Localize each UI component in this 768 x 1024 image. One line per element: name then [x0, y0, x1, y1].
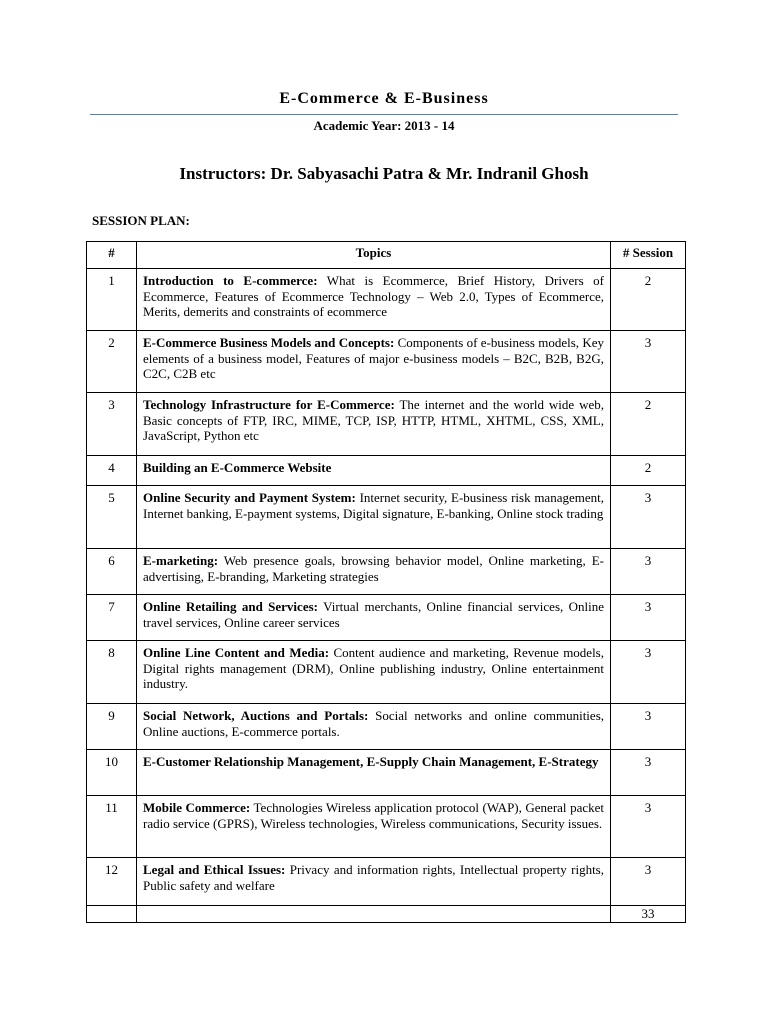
topic-heading: Technology Infrastructure for E-Commerce:	[143, 397, 395, 412]
table-row	[87, 704, 686, 750]
row-number: 11	[87, 796, 137, 858]
row-session-count: 3	[611, 796, 686, 858]
row-session-count: 3	[611, 858, 686, 906]
row-topic	[137, 269, 611, 331]
table-row	[87, 750, 686, 796]
topic-heading: Social Network, Auctions and Portals:	[143, 708, 369, 723]
table-row	[87, 549, 686, 595]
topic-heading: Online Security and Payment System:	[143, 490, 356, 505]
topic-heading: Building an E-Commerce Website	[143, 460, 332, 475]
row-session-count: 3	[611, 549, 686, 595]
row-topic	[137, 704, 611, 750]
row-number: 2	[87, 331, 137, 393]
row-number: 6	[87, 549, 137, 595]
header-number: #	[87, 242, 137, 269]
total-row	[87, 906, 686, 923]
session-plan-table	[86, 241, 686, 923]
row-session-count: 2	[611, 456, 686, 486]
topic-description: Web presence goals, browsing behavior model, Online marketing, E-advertising, E-branding, Marketing strategies	[143, 553, 604, 584]
table-row	[87, 456, 686, 486]
row-topic	[137, 796, 611, 858]
topic-description: Privacy and information rights, Intellectual property rights, Public safety and welfare	[143, 862, 604, 893]
total-topic-cell	[137, 906, 611, 923]
row-number: 7	[87, 595, 137, 641]
academic-year: Academic Year: 2013 - 14	[313, 118, 455, 133]
header-topics: Topics	[137, 242, 611, 269]
topic-description: Components of e-business models, Key elements of a business model, Features of major e-business models – B2C, B2B, B2G, C2C, C2B etc	[143, 335, 605, 381]
topic-heading: E-marketing:	[143, 553, 219, 568]
topic-heading: E-Customer Relationship Management, E-Supply Chain Management, E-Strategy	[143, 754, 599, 769]
table-row	[87, 796, 686, 858]
row-session-count: 2	[611, 269, 686, 331]
page-title: E-Commerce & E-Business	[279, 90, 489, 107]
row-session-count: 3	[611, 486, 686, 549]
topic-heading: Online Retailing and Services:	[143, 599, 318, 614]
row-topic	[137, 331, 611, 393]
table-row	[87, 858, 686, 906]
title-divider	[90, 114, 678, 115]
topic-heading: E-Commerce Business Models and Concepts:	[143, 335, 395, 350]
table-row	[87, 331, 686, 393]
topic-description: Internet security, E-business risk management, Internet banking, E-payment systems, Digital signature, E-banking, Online stock trading	[143, 490, 604, 521]
table-row	[87, 641, 686, 704]
table-row	[87, 393, 686, 456]
row-topic	[137, 750, 611, 796]
total-session-count: 33	[611, 906, 686, 923]
row-session-count: 3	[611, 704, 686, 750]
row-session-count: 3	[611, 750, 686, 796]
total-number-cell	[87, 906, 137, 923]
row-session-count: 3	[611, 595, 686, 641]
row-topic	[137, 641, 611, 704]
row-number: 4	[87, 456, 137, 486]
row-topic	[137, 549, 611, 595]
header-session-count: # Session	[611, 242, 686, 269]
table-row	[87, 595, 686, 641]
table-row	[87, 269, 686, 331]
row-topic	[137, 486, 611, 549]
instructors-heading: Instructors: Dr. Sabyasachi Patra & Mr. Indranil Ghosh	[179, 164, 589, 183]
row-session-count: 2	[611, 393, 686, 456]
topic-description: Content audience and marketing, Revenue models, Digital rights management (DRM), Online publishing industry, Online entertainment industry.	[143, 645, 604, 691]
row-number: 8	[87, 641, 137, 704]
row-number: 12	[87, 858, 137, 906]
row-number: 9	[87, 704, 137, 750]
topic-description: What is Ecommerce, Brief History, Drivers of Ecommerce, Features of Ecommerce Technology – Web 2.0, Types of Ecommerce, Merits, demerits and constraints of ecommerce	[143, 273, 604, 319]
table-row	[87, 486, 686, 549]
row-session-count: 3	[611, 331, 686, 393]
row-number: 10	[87, 750, 137, 796]
row-number: 3	[87, 393, 137, 456]
topic-heading: Mobile Commerce:	[143, 800, 251, 815]
row-session-count: 3	[611, 641, 686, 704]
topic-description: Technologies Wireless application protocol (WAP), General packet radio service (GPRS), Wireless technologies, Wireless communications, Security issues.	[143, 800, 604, 831]
row-topic	[137, 393, 611, 456]
row-number: 1	[87, 269, 137, 331]
topic-description: The internet and the world wide web, Basic concepts of FTP, IRC, MIME, TCP, ISP, HTTP, HTML, XHTML, CSS, XML, JavaScript, Python etc	[143, 397, 604, 443]
row-topic	[137, 858, 611, 906]
session-plan-label: SESSION PLAN:	[92, 213, 190, 228]
row-topic	[137, 456, 611, 486]
table-header-row	[87, 242, 686, 269]
row-number: 5	[87, 486, 137, 549]
row-topic	[137, 595, 611, 641]
topic-heading: Introduction to E-commerce:	[143, 273, 318, 288]
topic-description: Virtual merchants, Online financial services, Online travel services, Online career services	[143, 599, 604, 630]
topic-heading: Legal and Ethical Issues:	[143, 862, 286, 877]
topic-heading: Online Line Content and Media:	[143, 645, 330, 660]
topic-description: Social networks and online communities, Online auctions, E-commerce portals.	[143, 708, 604, 739]
